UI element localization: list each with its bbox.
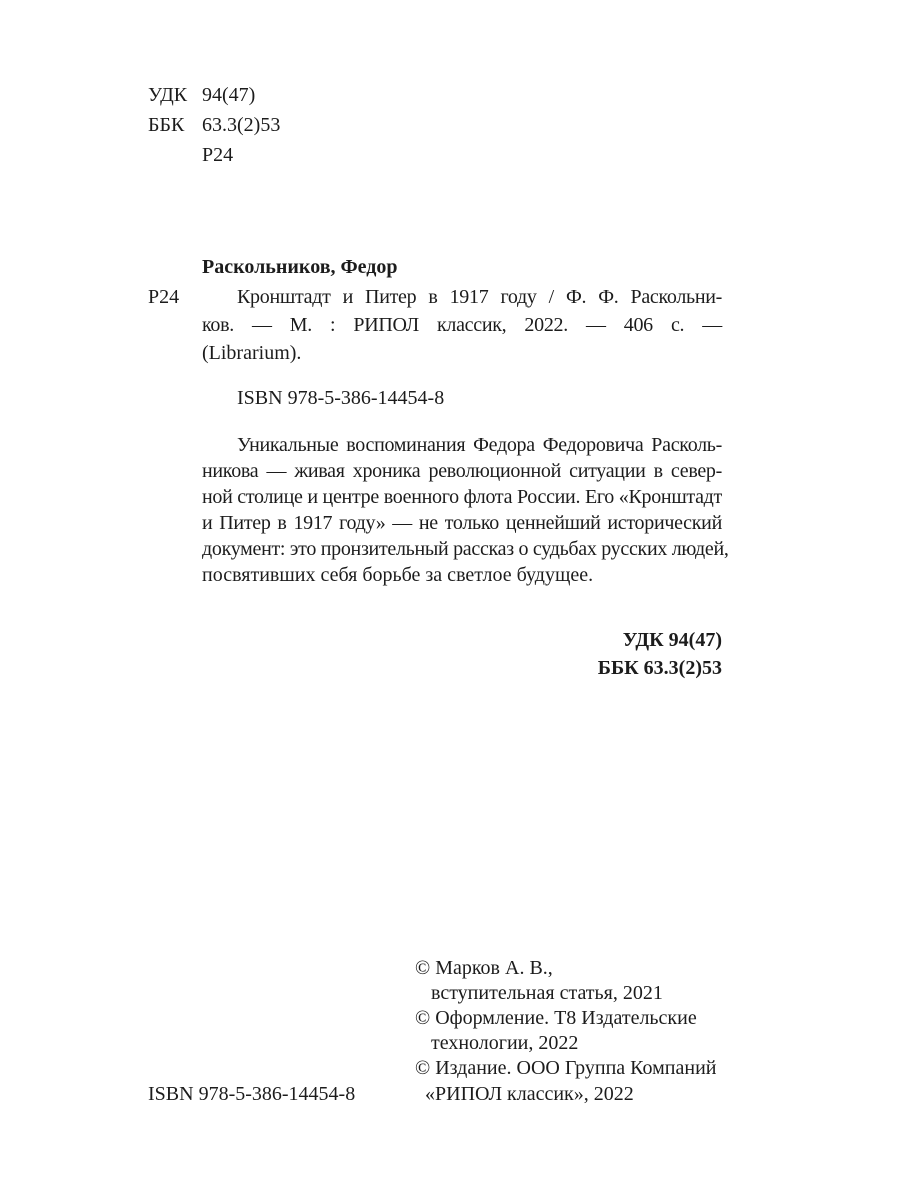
record-line: Кронштадт и Питер в 1917 году / Ф. Ф. Раскольни- — [237, 286, 722, 308]
udk-value: 94(47) — [202, 84, 256, 106]
record-line: (Librarium). — [202, 342, 302, 364]
author-mark: Р24 — [148, 286, 180, 308]
annotation-line: Уникальные воспоминания Федора Федоровича Расколь- — [237, 434, 722, 456]
copyright-line: «РИПОЛ классик», 2022 — [425, 1083, 634, 1105]
annotation-line: и Питер в 1917 году» — не только ценнейший исторический — [202, 512, 722, 534]
udk-label: УДК — [148, 84, 188, 106]
author-heading: Раскольников, Федор — [202, 256, 398, 278]
isbn-bottom: ISBN 978-5-386-14454-8 — [148, 1083, 356, 1105]
record-line: ков. — М. : РИПОЛ классик, 2022. — 406 с. — — [202, 314, 722, 336]
bbk-bottom: ББК 63.3(2)53 — [597, 657, 722, 679]
udk-bottom: УДК 94(47) — [622, 629, 722, 651]
copyright-line: © Оформление. Т8 Издательские — [415, 1007, 697, 1029]
annotation-line: посвятивших себя борьбе за светлое будущее. — [202, 564, 594, 586]
isbn: ISBN 978-5-386-14454-8 — [237, 387, 445, 409]
bbk-label: ББК — [148, 114, 185, 136]
annotation-line: никова — живая хроника революционной ситуации в север- — [202, 460, 722, 482]
copyright-line: © Марков А. В., — [415, 957, 553, 979]
copyright-line: технологии, 2022 — [431, 1032, 579, 1054]
copyright-line: © Издание. ООО Группа Компаний — [415, 1057, 717, 1079]
author-mark-top: Р24 — [202, 144, 234, 166]
copyright-line: вступительная статья, 2021 — [431, 982, 663, 1004]
annotation-line: ной столице и центре военного флота России. Его «Кронштадт — [202, 486, 722, 508]
annotation-line: документ: это пронзительный рассказ о судьбах русских людей, — [202, 538, 729, 560]
bbk-value: 63.3(2)53 — [202, 114, 281, 136]
